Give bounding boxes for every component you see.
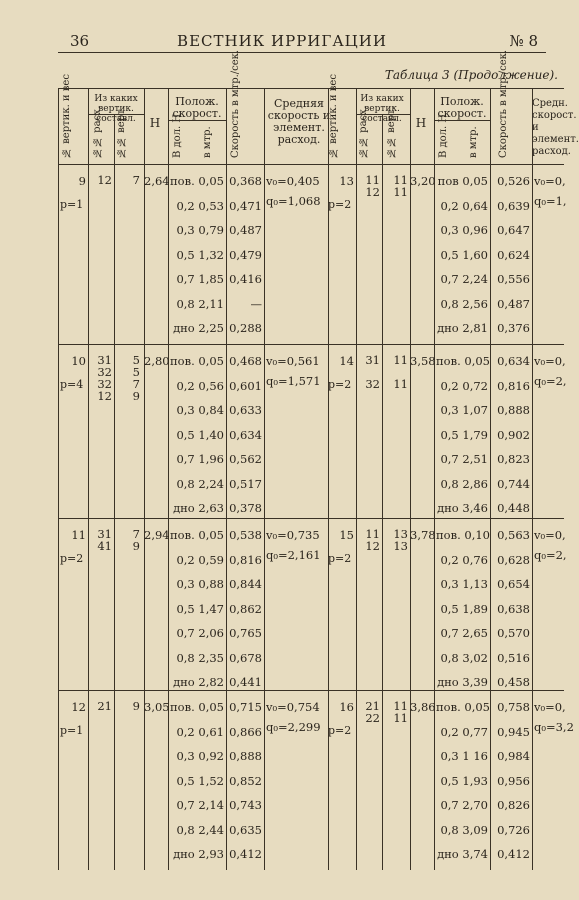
measure-position: 0,2 0,56: [176, 378, 224, 393]
journal-title: ВЕСТНИК ИРРИГАЦИИ: [177, 32, 387, 50]
table-caption: Таблица 3 (Продолжение).: [384, 68, 558, 82]
measure-position: 0,7 2,14: [176, 798, 224, 812]
measure-speed: 0,984: [497, 749, 530, 763]
measure-position: дно 2,63: [173, 501, 224, 515]
measure-speed: 0,468: [229, 354, 262, 368]
source-vertical: 7 9: [132, 527, 140, 553]
col-header-h-2: H: [415, 116, 427, 130]
measure-position: дно 2,81: [437, 321, 488, 335]
vertical-number: 14: [339, 354, 354, 368]
measure-position: 0,2 0,76: [440, 552, 488, 567]
measure-position: 0,2 0,61: [176, 724, 224, 739]
measure-speed: 0,416: [229, 272, 262, 286]
elementary-discharge: q₀=2,: [534, 548, 567, 562]
measure-speed: 0,945: [497, 724, 530, 739]
header-rule: [58, 52, 546, 53]
measure-position: 0,8 2,86: [440, 476, 488, 491]
depth-h: 3,78: [410, 528, 436, 542]
column-rule: [58, 88, 59, 870]
depth-h: 2,94: [144, 528, 170, 542]
vertical-weight: p=1: [60, 724, 84, 737]
measure-position: 0,2 0,72: [440, 378, 488, 393]
measure-speed: 0,844: [229, 577, 262, 591]
measure-position: 0,7 2,51: [440, 452, 488, 466]
col-header-vert: № вертик. и вес: [61, 74, 72, 158]
measure-speed: 0,517: [229, 476, 262, 491]
measure-position: 0,8 2,11: [176, 296, 224, 311]
measure-speed: 0,635: [229, 822, 262, 837]
vertical-weight: p=2: [328, 378, 352, 391]
measure-position: 0,2 0,59: [176, 552, 224, 567]
measure-speed: 0,479: [229, 247, 262, 262]
vertical-weight: p=2: [328, 198, 352, 211]
measure-position: дно 3,39: [437, 675, 488, 689]
source-vertical: 11 11: [393, 353, 408, 391]
measure-speed: 0,639: [497, 198, 530, 213]
elementary-discharge: q₀=1,: [534, 194, 567, 208]
average-velocity: v₀=0,561: [266, 354, 320, 368]
vertical-number: 12: [71, 700, 86, 714]
measure-position: 0,7 2,06: [176, 626, 224, 640]
running-head: [0, 30, 564, 52]
vertical-number: 15: [339, 528, 354, 542]
measure-speed: 0,471: [229, 198, 262, 213]
measure-speed: 0,448: [497, 501, 530, 515]
elementary-discharge: q₀=1,571: [266, 374, 321, 388]
measure-speed: 0,758: [497, 700, 530, 714]
col-header-pos-h: В дол. H: [172, 113, 183, 158]
discharge-number: 31 41: [97, 527, 112, 553]
depth-h: 2,64: [144, 174, 170, 188]
col-header-pos: Полож. скорост.: [172, 95, 222, 120]
header-sub-rule: [356, 114, 410, 115]
average-velocity: v₀=0,: [534, 354, 566, 368]
measure-position: дно 3,46: [437, 501, 488, 515]
average-velocity: v₀=0,754: [266, 700, 320, 714]
measure-speed: 0,288: [229, 321, 262, 335]
measure-speed: 0,902: [497, 427, 530, 442]
measure-position: 0,7 1,96: [176, 452, 224, 466]
col-header-speed: Скорость в мтр./сек.: [230, 49, 241, 158]
average-velocity: v₀=0,735: [266, 528, 320, 542]
measure-speed: 0,678: [229, 650, 262, 665]
measure-position: 0,5 1,89: [440, 601, 488, 616]
vertical-weight: p=2: [60, 552, 84, 565]
col-header-pos-m: в мтр.: [202, 126, 213, 158]
source-vertical: 5 5 7 9: [132, 353, 140, 403]
discharge-number: 21: [97, 699, 112, 713]
measure-speed: 0,888: [229, 749, 262, 763]
measure-position: пов. 0,05: [170, 354, 224, 368]
source-vertical: 9: [132, 699, 140, 713]
average-velocity: v₀=0,: [534, 528, 566, 542]
column-rule: [226, 88, 227, 870]
measure-position: 0,2 0,53: [176, 198, 224, 213]
depth-h: 3,86: [410, 700, 436, 714]
measure-speed: 0,888: [497, 403, 530, 417]
discharge-number: 31 32 32 12: [97, 353, 112, 403]
measure-position: пов. 0,05: [170, 700, 224, 714]
source-vertical: 13 13: [393, 527, 408, 553]
measure-position: 0,5 1,60: [440, 247, 488, 262]
measure-position: пов. 0,05: [170, 174, 224, 188]
measure-speed: 0,826: [497, 798, 530, 812]
discharge-number: 11 12: [365, 527, 380, 553]
measure-speed: 0,556: [497, 272, 530, 286]
measure-position: 0,5 1,47: [176, 601, 224, 616]
measure-speed: 0,647: [497, 223, 530, 237]
col-header-rash-2: №№ расх.: [358, 106, 369, 158]
measure-speed: 0,601: [229, 378, 262, 393]
measure-position: 0,7 2,65: [440, 626, 488, 640]
depth-h: 3,05: [144, 700, 170, 714]
column-rule: [410, 88, 411, 870]
vertical-number: 16: [339, 700, 354, 714]
measure-position: дно 2,93: [173, 847, 224, 861]
vertical-weight: p=4: [60, 378, 84, 391]
table-top-rule: [58, 88, 564, 89]
measure-position: 0,5 1,32: [176, 247, 224, 262]
measure-speed: 0,624: [497, 247, 530, 262]
measure-speed: 0,765: [229, 626, 262, 640]
measure-position: 0,5 1,93: [440, 773, 488, 788]
source-vertical: 7: [132, 173, 140, 187]
measure-position: 0,3 0,96: [440, 223, 488, 237]
header-sub-rule: [434, 120, 490, 121]
measure-position: 0,8 2,44: [176, 822, 224, 837]
measure-position: пов. 0,05: [436, 700, 490, 714]
measure-position: 0,8 2,24: [176, 476, 224, 491]
measure-speed: 0,376: [497, 321, 530, 335]
measure-speed: 0,633: [229, 403, 262, 417]
measure-speed: 0,956: [497, 773, 530, 788]
average-velocity: v₀=0,: [534, 174, 566, 188]
measure-speed: 0,538: [229, 528, 262, 542]
elementary-discharge: q₀=3,2: [534, 720, 574, 734]
group-rule: [58, 518, 564, 519]
measure-position: 0,7 2,70: [440, 798, 488, 812]
measure-position: 0,3 0,84: [176, 403, 224, 417]
measure-position: 0,5 1,40: [176, 427, 224, 442]
measure-speed: 0,866: [229, 724, 262, 739]
measure-speed: 0,628: [497, 552, 530, 567]
column-rule: [114, 114, 115, 870]
header-bottom-rule: [58, 164, 564, 165]
average-velocity: v₀=0,405: [266, 174, 320, 188]
elementary-discharge: q₀=2,299: [266, 720, 321, 734]
column-rule: [490, 88, 491, 870]
measure-speed: 0,412: [229, 847, 262, 861]
vertical-number: 9: [78, 174, 86, 188]
vertical-weight: p=1: [60, 198, 84, 211]
column-rule: [88, 88, 89, 870]
column-rule: [168, 88, 169, 870]
measure-speed: —: [250, 296, 262, 311]
col-header-avg-2: Средн. скорост. и элемент. расход.: [532, 98, 579, 157]
measure-speed: 0,526: [497, 174, 530, 188]
measure-position: 0,3 1 16: [440, 749, 488, 763]
measure-speed: 0,634: [229, 427, 262, 442]
col-header-pos-h-2: В дол. H: [438, 113, 449, 158]
measure-position: 0,8 3,02: [440, 650, 488, 665]
elementary-discharge: q₀=2,161: [266, 548, 321, 562]
measure-speed: 0,862: [229, 601, 262, 616]
page-number: 36: [70, 32, 90, 50]
measure-speed: 0,726: [497, 822, 530, 837]
elementary-discharge: q₀=1,068: [266, 194, 321, 208]
measure-position: 0,7 2,24: [440, 272, 488, 286]
column-rule: [356, 88, 357, 870]
header-sub-rule: [88, 114, 144, 115]
measure-speed: 0,816: [497, 378, 530, 393]
measure-position: 0,8 3,09: [440, 822, 488, 837]
col-header-pos-2: Полож. скорост.: [437, 95, 487, 120]
column-rule: [144, 88, 145, 870]
vertical-number: 13: [339, 174, 354, 188]
measure-speed: 0,412: [497, 847, 530, 861]
column-rule: [382, 114, 383, 870]
measure-speed: 0,570: [497, 626, 530, 640]
measure-speed: 0,638: [497, 601, 530, 616]
measure-speed: 0,744: [497, 476, 530, 491]
measure-position: дно 2,82: [173, 675, 224, 689]
col-header-from-2: Из каких вертик. составл.: [360, 94, 404, 124]
elementary-discharge: q₀=2,: [534, 374, 567, 388]
col-header-h: H: [149, 116, 161, 130]
group-rule: [58, 690, 564, 691]
measure-speed: 0,487: [229, 223, 262, 237]
col-header-avg: Средняя скорость и элемент. расход.: [267, 97, 331, 146]
col-header-vert-from: №№ верт.: [116, 106, 127, 158]
measure-position: пов. 0,05: [170, 528, 224, 542]
discharge-number: 21 22: [365, 699, 380, 725]
measure-position: 0,7 1,85: [176, 272, 224, 286]
source-vertical: 11 11: [393, 699, 408, 725]
measure-position: пов. 0,05: [436, 354, 490, 368]
vertical-weight: p=2: [328, 552, 352, 565]
measure-speed: 0,441: [229, 675, 262, 689]
col-header-vert-from-2: №№ верт.: [386, 106, 397, 158]
measure-position: дно 3,74: [437, 847, 488, 861]
measure-position: 0,8 2,56: [440, 296, 488, 311]
measure-speed: 0,563: [497, 528, 530, 542]
measure-speed: 0,743: [229, 798, 262, 812]
measure-speed: 0,823: [497, 452, 530, 466]
measure-speed: 0,715: [229, 700, 262, 714]
discharge-number: 12: [97, 173, 112, 187]
issue-number: № 8: [509, 32, 538, 50]
measure-speed: 0,852: [229, 773, 262, 788]
col-header-speed-2: Скорость в мтр./сек.: [498, 49, 509, 158]
depth-h: 3,20: [410, 174, 436, 188]
measure-position: 0,5 1,52: [176, 773, 224, 788]
vertical-number: 11: [71, 528, 86, 542]
measure-speed: 0,634: [497, 354, 530, 368]
measure-position: 0,3 1,07: [440, 403, 488, 417]
measure-position: 0,3 1,13: [440, 577, 488, 591]
discharge-number: 11 12: [365, 173, 380, 199]
source-vertical: 11 11: [393, 173, 408, 199]
measure-speed: 0,516: [497, 650, 530, 665]
measure-speed: 0,562: [229, 452, 262, 466]
depth-h: 3,58: [410, 354, 436, 368]
col-header-rash: №№ расх.: [92, 106, 103, 158]
depth-h: 2,80: [144, 354, 170, 368]
column-rule: [434, 88, 435, 870]
measure-position: 0,3 0,88: [176, 577, 224, 591]
vertical-weight: p=2: [328, 724, 352, 737]
measure-speed: 0,378: [229, 501, 262, 515]
measure-position: дно 2,25: [173, 321, 224, 335]
measure-position: 0,2 0,64: [440, 198, 488, 213]
measure-speed: 0,458: [497, 675, 530, 689]
measure-speed: 0,368: [229, 174, 262, 188]
measure-position: пов. 0,10: [436, 528, 490, 542]
group-rule: [58, 344, 564, 345]
column-rule: [532, 88, 533, 870]
discharge-number: 31 32: [365, 353, 380, 391]
measure-speed: 0,487: [497, 296, 530, 311]
col-header-vert-2: № вертик. и вес: [328, 74, 339, 158]
average-velocity: v₀=0,: [534, 700, 566, 714]
measure-position: 0,3 0,92: [176, 749, 224, 763]
measure-position: 0,5 1,79: [440, 427, 488, 442]
measure-speed: 0,816: [229, 552, 262, 567]
measure-position: 0,2 0,77: [440, 724, 488, 739]
col-header-from: Из каких вертик. составл.: [94, 94, 138, 124]
col-header-pos-m-2: в мтр.: [468, 126, 479, 158]
vertical-number: 10: [71, 354, 86, 368]
measure-speed: 0,654: [497, 577, 530, 591]
column-rule: [264, 88, 265, 870]
measure-position: 0,3 0,79: [176, 223, 224, 237]
measure-position: 0,8 2,35: [176, 650, 224, 665]
measure-position: пов 0,05: [437, 174, 488, 188]
header-sub-rule: [168, 120, 226, 121]
